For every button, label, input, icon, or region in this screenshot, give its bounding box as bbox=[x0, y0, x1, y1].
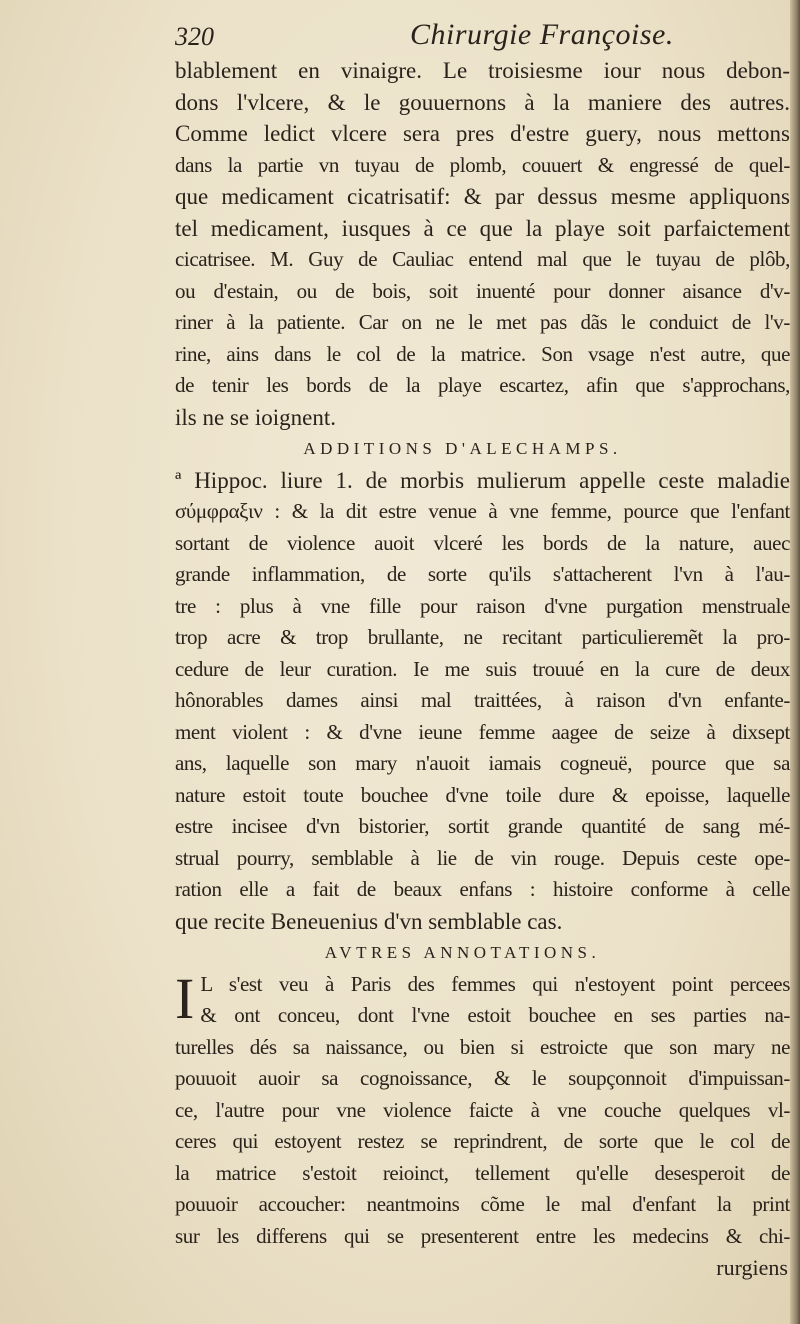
text-line: strual pourry, semblable à lie de vin rouge. Depuis ceste ope- bbox=[175, 845, 790, 870]
text-line: dons l'vlcere, & le gouuernons à la maniere des autres. bbox=[175, 89, 790, 115]
text-line: ou d'estain, ou de bois, soit inuenté pour donner aisance d'v- bbox=[175, 278, 790, 303]
text-line: pouuoit auoir sa cognoissance, & le soupçonnoit d'impuissan- bbox=[175, 1066, 790, 1090]
text-line: ª Hippoc. liure 1. de morbis mulierum appelle ceste maladie bbox=[175, 467, 790, 493]
text-line: hônorables dames ainsi mal traittées, à raison d'vn enfante- bbox=[175, 688, 790, 712]
text-line: sur les differens qui se presenterent entre les medecins & chi- bbox=[175, 1223, 790, 1248]
text-line: de tenir les bords de la playe escartez, afin que s'approchans, bbox=[175, 373, 790, 397]
text-line: que medicament cicatrisatif: & par dessus mesme appliquons bbox=[175, 184, 790, 209]
page-header bbox=[175, 18, 775, 52]
text-line: L s'est veu à Paris des femmes qui n'estoyent point percees bbox=[200, 971, 790, 996]
text-line: grande inflammation, de sorte qu'ils s'attacherent l'vn à l'au- bbox=[175, 562, 790, 586]
text-line: blablement en vinaigre. Le troisiesme iour nous debon- bbox=[175, 58, 790, 83]
section-heading-additions: ADDITIONS D'ALECHAMPS. bbox=[303, 439, 622, 458]
catchword: rurgiens bbox=[716, 1255, 788, 1280]
text-line: sortant de violence auoit vlceré les bords de la nature, auec bbox=[175, 530, 790, 555]
text-line: tel medicament, iusques à ce que la playe soit parfaictement bbox=[175, 215, 790, 241]
running-title: Chirurgie Françoise. bbox=[410, 18, 674, 51]
text-line: pouuoir accoucher: neantmoins cõme le mal d'enfant la print bbox=[175, 1192, 790, 1216]
text-line: turelles dés sa naissance, ou bien si estroicte que son mary ne bbox=[175, 1034, 790, 1059]
page-edge bbox=[790, 0, 800, 1324]
text-line: nature estoit toute bouchee d'vne toile dure & epoisse, laquelle bbox=[175, 782, 790, 807]
text-line: cedure de leur curation. Ie me suis trouué en la cure de deux bbox=[175, 656, 790, 681]
main-text bbox=[175, 55, 790, 1284]
text-line: rine, ains dans le col de la matrice. Son vsage n'est autre, que bbox=[175, 341, 790, 366]
text-line: & ont conceu, dont l'vne estoit bouchee en ses parties na- bbox=[200, 1003, 790, 1027]
text-line: ration elle a fait de beaux enfans : histoire conforme à celle bbox=[175, 877, 790, 901]
text-line: ment violent : & d'vne ieune femme aagee de seize à dixsept bbox=[175, 719, 790, 744]
text-line: Comme ledict vlcere sera pres d'estre guery, nous mettons bbox=[175, 121, 790, 146]
text-line: dans la partie vn tuyau de plomb, couuert & engressé de quel- bbox=[175, 152, 790, 177]
text-line: la matrice s'estoit reioinct, tellement qu'elle desesperoit de bbox=[175, 1160, 790, 1185]
text-line: que recite Beneuenius d'vn semblable cas. bbox=[175, 908, 563, 934]
page-number: 320 bbox=[175, 22, 214, 51]
text-line: trop acre & trop brullante, ne recitant particulieremẽt la pro- bbox=[175, 625, 790, 649]
text-line: ans, laquelle son mary n'auoit iamais cogneuë, pource que sa bbox=[175, 751, 790, 775]
text-line: σύμφραξιν : & la dit estre venue à vne femme, pource que l'enfant bbox=[175, 499, 790, 523]
text-line: estre incisee d'vn bistorier, sortit grande quantité de sang mé- bbox=[175, 814, 790, 838]
text-line: ils ne se ioignent. bbox=[175, 404, 336, 430]
section-heading-annotations: AVTRES ANNOTATIONS. bbox=[324, 943, 601, 962]
text-line: ce, l'autre pour vne violence faicte à vne couche quelques vl- bbox=[175, 1097, 790, 1122]
text-line: ceres qui estoyent restez se reprindrent, de sorte que le col de bbox=[175, 1129, 790, 1153]
text-line: tre : plus à vne fille pour raison d'vne purgation menstruale bbox=[175, 593, 790, 618]
text-line: cicatrisee. M. Guy de Cauliac entend mal que le tuyau de plôb, bbox=[175, 247, 790, 271]
drop-cap: I bbox=[175, 965, 195, 1031]
text-line: riner à la patiente. Car on ne le met pas dãs le conduict de l'v- bbox=[175, 310, 790, 334]
